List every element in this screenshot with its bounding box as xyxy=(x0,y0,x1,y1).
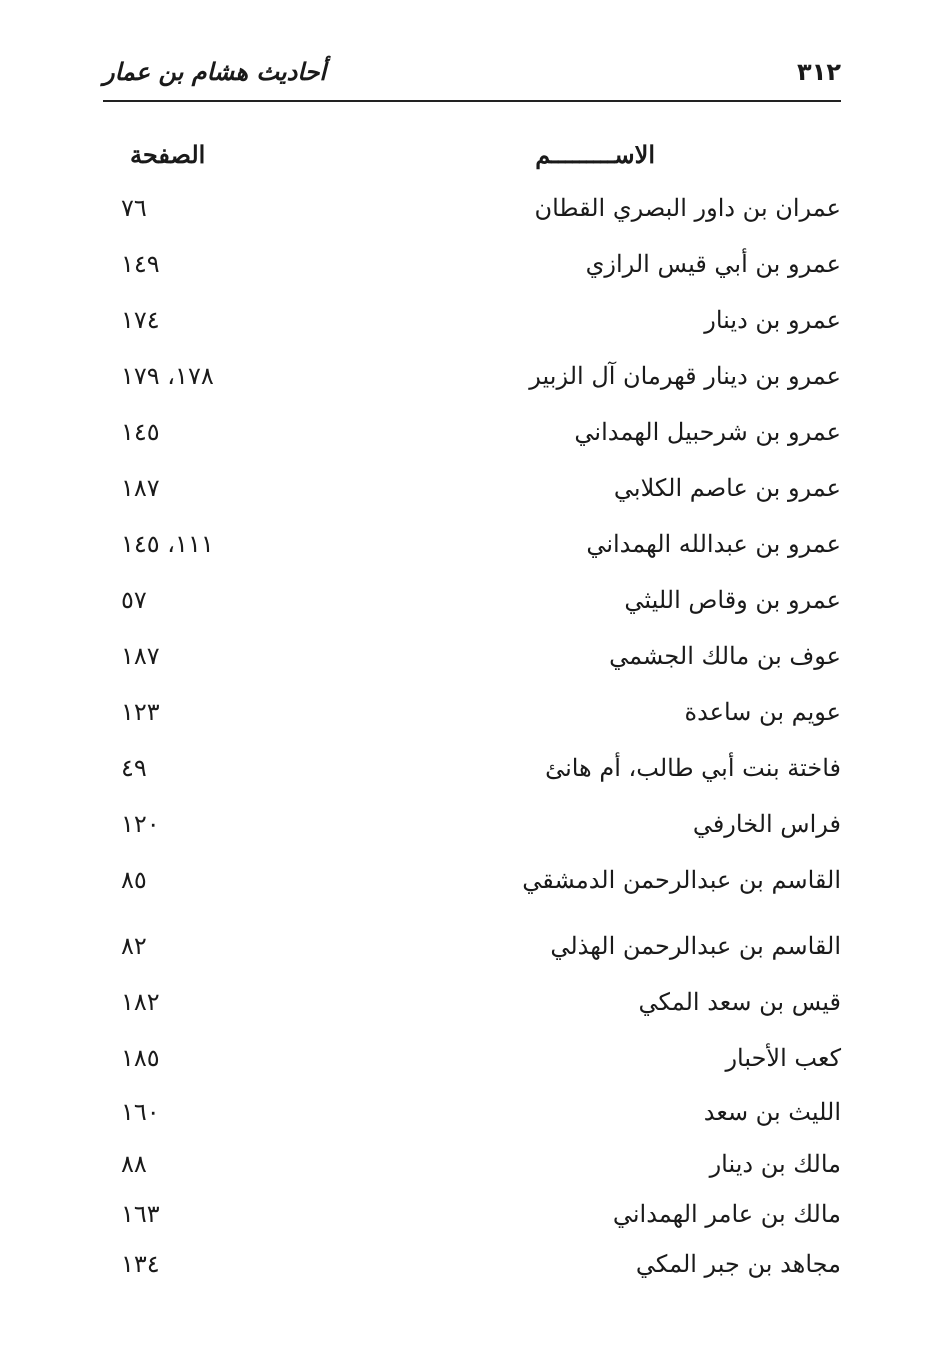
running-title: أحاديث هشام بن عمار xyxy=(103,58,327,86)
entry-pages: ١٨٧ xyxy=(121,642,160,670)
index-entry xyxy=(103,362,841,402)
entry-name: عمرو بن وقاص الليثي xyxy=(624,586,841,614)
page-header xyxy=(103,56,841,102)
page-column-heading: الصفحة xyxy=(130,140,206,169)
entry-name: مالك بن عامر الهمداني xyxy=(612,1200,841,1228)
entry-pages: ١٤٩ xyxy=(121,250,160,278)
index-entry xyxy=(103,988,841,1028)
entry-pages: ١٢٣ xyxy=(121,698,160,726)
entry-pages: ١٢٠ xyxy=(121,810,160,838)
index-entry xyxy=(103,530,841,570)
entry-name: القاسم بن عبدالرحمن الدمشقي xyxy=(522,866,841,894)
entry-name: الليث بن سعد xyxy=(703,1098,841,1126)
index-entry xyxy=(103,306,841,346)
entry-name: مجاهد بن جبر المكي xyxy=(635,1250,841,1278)
entry-name: عمرو بن عاصم الكلابي xyxy=(613,474,841,502)
entry-name: عوف بن مالك الجشمي xyxy=(609,642,841,670)
entry-pages: ١٧٨، ١٧٩ xyxy=(121,362,214,390)
entry-name: القاسم بن عبدالرحمن الهذلي xyxy=(550,932,841,960)
entry-pages: ٨٥ xyxy=(121,866,147,894)
entry-name: عويم بن ساعدة xyxy=(684,698,841,726)
index-entry xyxy=(103,418,841,458)
entry-pages: ١٦٠ xyxy=(121,1098,160,1126)
entry-pages: ٥٧ xyxy=(121,586,147,614)
entry-name: فراس الخارفي xyxy=(692,810,841,838)
entry-name: فاختة بنت أبي طالب، أم هانئ xyxy=(545,754,841,782)
index-entry xyxy=(103,1044,841,1084)
entry-pages: ١٨٧ xyxy=(121,474,160,502)
index-entry xyxy=(103,932,841,972)
entry-pages: ١٤٥ xyxy=(121,418,160,446)
index-entry xyxy=(103,642,841,682)
index-entry xyxy=(103,1150,841,1190)
index-entry xyxy=(103,194,841,234)
index-entry xyxy=(103,866,841,906)
entry-pages: ٨٨ xyxy=(121,1150,147,1178)
name-column-heading xyxy=(535,140,655,169)
index-entry xyxy=(103,250,841,290)
entry-name: عمرو بن أبي قيس الرازي xyxy=(585,250,841,278)
entry-pages: ٧٦ xyxy=(121,194,147,222)
index-entry xyxy=(103,586,841,626)
entry-pages: ١٧٤ xyxy=(121,306,160,334)
name-column-heading-text: الاســـــــــم xyxy=(535,140,655,169)
index-entry xyxy=(103,810,841,850)
entry-pages: ٤٩ xyxy=(121,754,147,782)
index-entry xyxy=(103,1250,841,1290)
entry-pages: ١٣٤ xyxy=(121,1250,160,1278)
index-entry xyxy=(103,1200,841,1240)
index-entry xyxy=(103,1098,841,1138)
entry-name: مالك بن دينار xyxy=(709,1150,841,1178)
entry-name: عمرو بن دينار xyxy=(704,306,841,334)
entry-name: كعب الأحبار xyxy=(725,1044,841,1072)
index-entry xyxy=(103,698,841,738)
entry-name: عمرو بن شرحبيل الهمداني xyxy=(574,418,841,446)
entry-pages: ١٦٣ xyxy=(121,1200,160,1228)
entry-pages: ١٨٢ xyxy=(121,988,160,1016)
entry-pages: ١١١، ١٤٥ xyxy=(121,530,214,558)
entry-name: عمرو بن دينار قهرمان آل الزبير xyxy=(529,362,841,390)
entry-pages: ٨٢ xyxy=(121,932,147,960)
entry-name: عمرو بن عبدالله الهمداني xyxy=(586,530,841,558)
index-entry xyxy=(103,754,841,794)
entry-name: قيس بن سعد المكي xyxy=(638,988,841,1016)
entry-pages: ١٨٥ xyxy=(121,1044,160,1072)
index-entry xyxy=(103,474,841,514)
page-number: ٣١٢ xyxy=(797,58,841,86)
entry-name: عمران بن داور البصري القطان xyxy=(534,194,841,222)
